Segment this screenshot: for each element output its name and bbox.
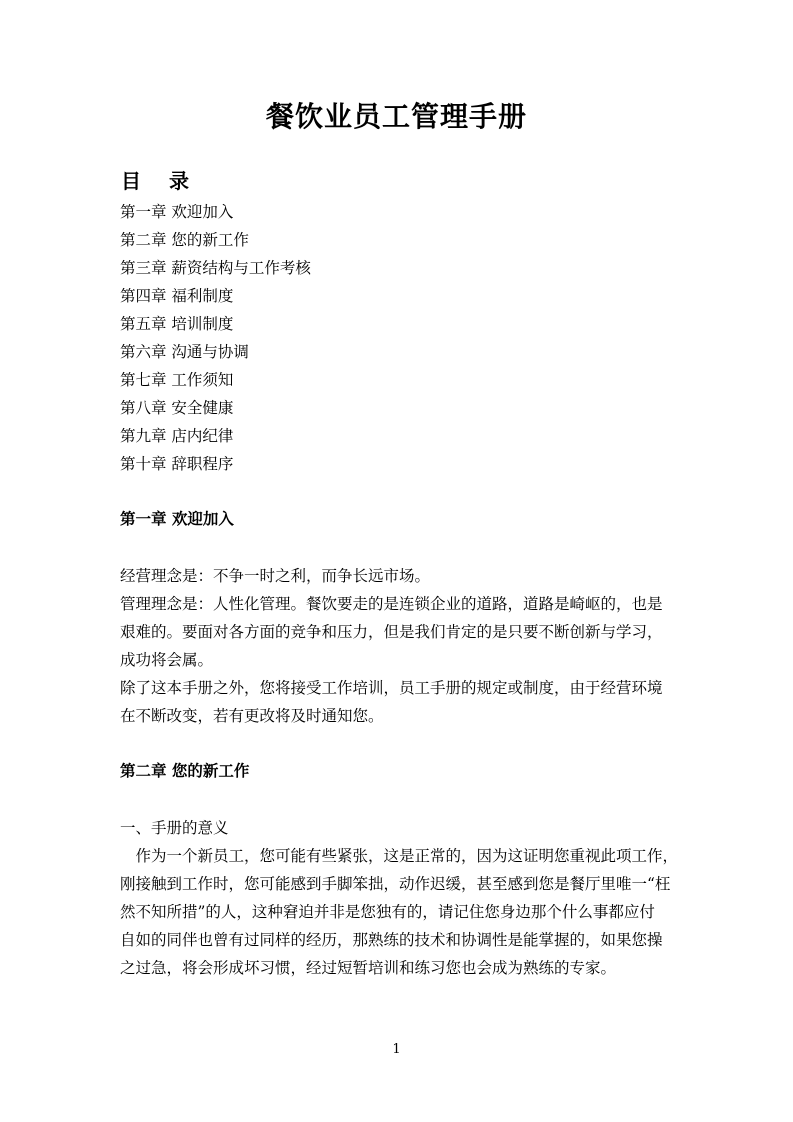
toc-item-2: 第二章 您的新工作 xyxy=(120,231,249,249)
chapter-2-heading: 第二章 您的新工作 xyxy=(120,761,250,780)
chapter-1-line-1: 经营理念是：不争一时之利，而争长远市场。 xyxy=(120,567,431,585)
toc-item-1: 第一章 欢迎加入 xyxy=(120,203,234,221)
chapter-1-body xyxy=(120,562,676,730)
table-of-contents xyxy=(120,198,311,478)
chapter-2-line-3: 然不知所措”的人，这种窘迫并非是您独有的，请记住您身边那个什么事都应付 xyxy=(120,903,655,921)
chapter-1-line-5: 除了这本手册之外，您将接受工作培训，员工手册的规定或制度，由于经营环境 xyxy=(120,679,663,697)
toc-item-10: 第十章 辞职程序 xyxy=(120,455,234,473)
chapter-2-line-2: 刚接触到工作时，您可能感到手脚笨拙，动作迟缓，甚至感到您是餐厅里唯一“枉 xyxy=(120,875,671,893)
page-number: 1 xyxy=(392,1042,401,1057)
chapter-2-section-title: 一、手册的意义 xyxy=(120,819,229,837)
toc-item-8: 第八章 安全健康 xyxy=(120,399,234,417)
document-title: 餐饮业员工管理手册 xyxy=(265,100,527,133)
toc-heading xyxy=(121,166,189,196)
toc-item-3: 第三章 薪资结构与工作考核 xyxy=(120,259,311,277)
chapter-2-line-5: 之过急，将会形成坏习惯，经过短暂培训和练习您也会成为熟练的专家。 xyxy=(120,959,617,977)
toc-item-6: 第六章 沟通与协调 xyxy=(120,343,249,361)
chapter-2-line-1: 作为一个新员工，您可能有些紧张，这是正常的，因为这证明您重视此项工作， xyxy=(120,847,679,865)
toc-heading-part1: 目 xyxy=(121,169,141,193)
toc-item-7: 第七章 工作须知 xyxy=(120,371,234,389)
chapter-2-body xyxy=(120,814,679,982)
chapter-1-line-6: 在不断改变，若有更改将及时通知您。 xyxy=(120,707,384,725)
chapter-2-line-4: 自如的同伴也曾有过同样的经历，那熟练的技术和协调性是能掌握的，如果您操 xyxy=(120,931,663,949)
chapter-1-line-3: 艰难的。要面对各方面的竞争和压力，但是我们肯定的是只要不断创新与学习， xyxy=(120,623,663,641)
toc-item-5: 第五章 培训制度 xyxy=(120,315,234,333)
toc-item-9: 第九章 店内纪律 xyxy=(120,427,234,445)
chapter-1-line-4: 成功将会属。 xyxy=(120,651,214,669)
toc-heading-part2: 录 xyxy=(169,169,189,193)
toc-item-4: 第四章 福利制度 xyxy=(120,287,234,305)
chapter-1-line-2: 管理理念是：人性化管理。餐饮要走的是连锁企业的道路，道路是崎岖的，也是 xyxy=(120,595,663,613)
chapter-1-heading: 第一章 欢迎加入 xyxy=(120,509,234,528)
